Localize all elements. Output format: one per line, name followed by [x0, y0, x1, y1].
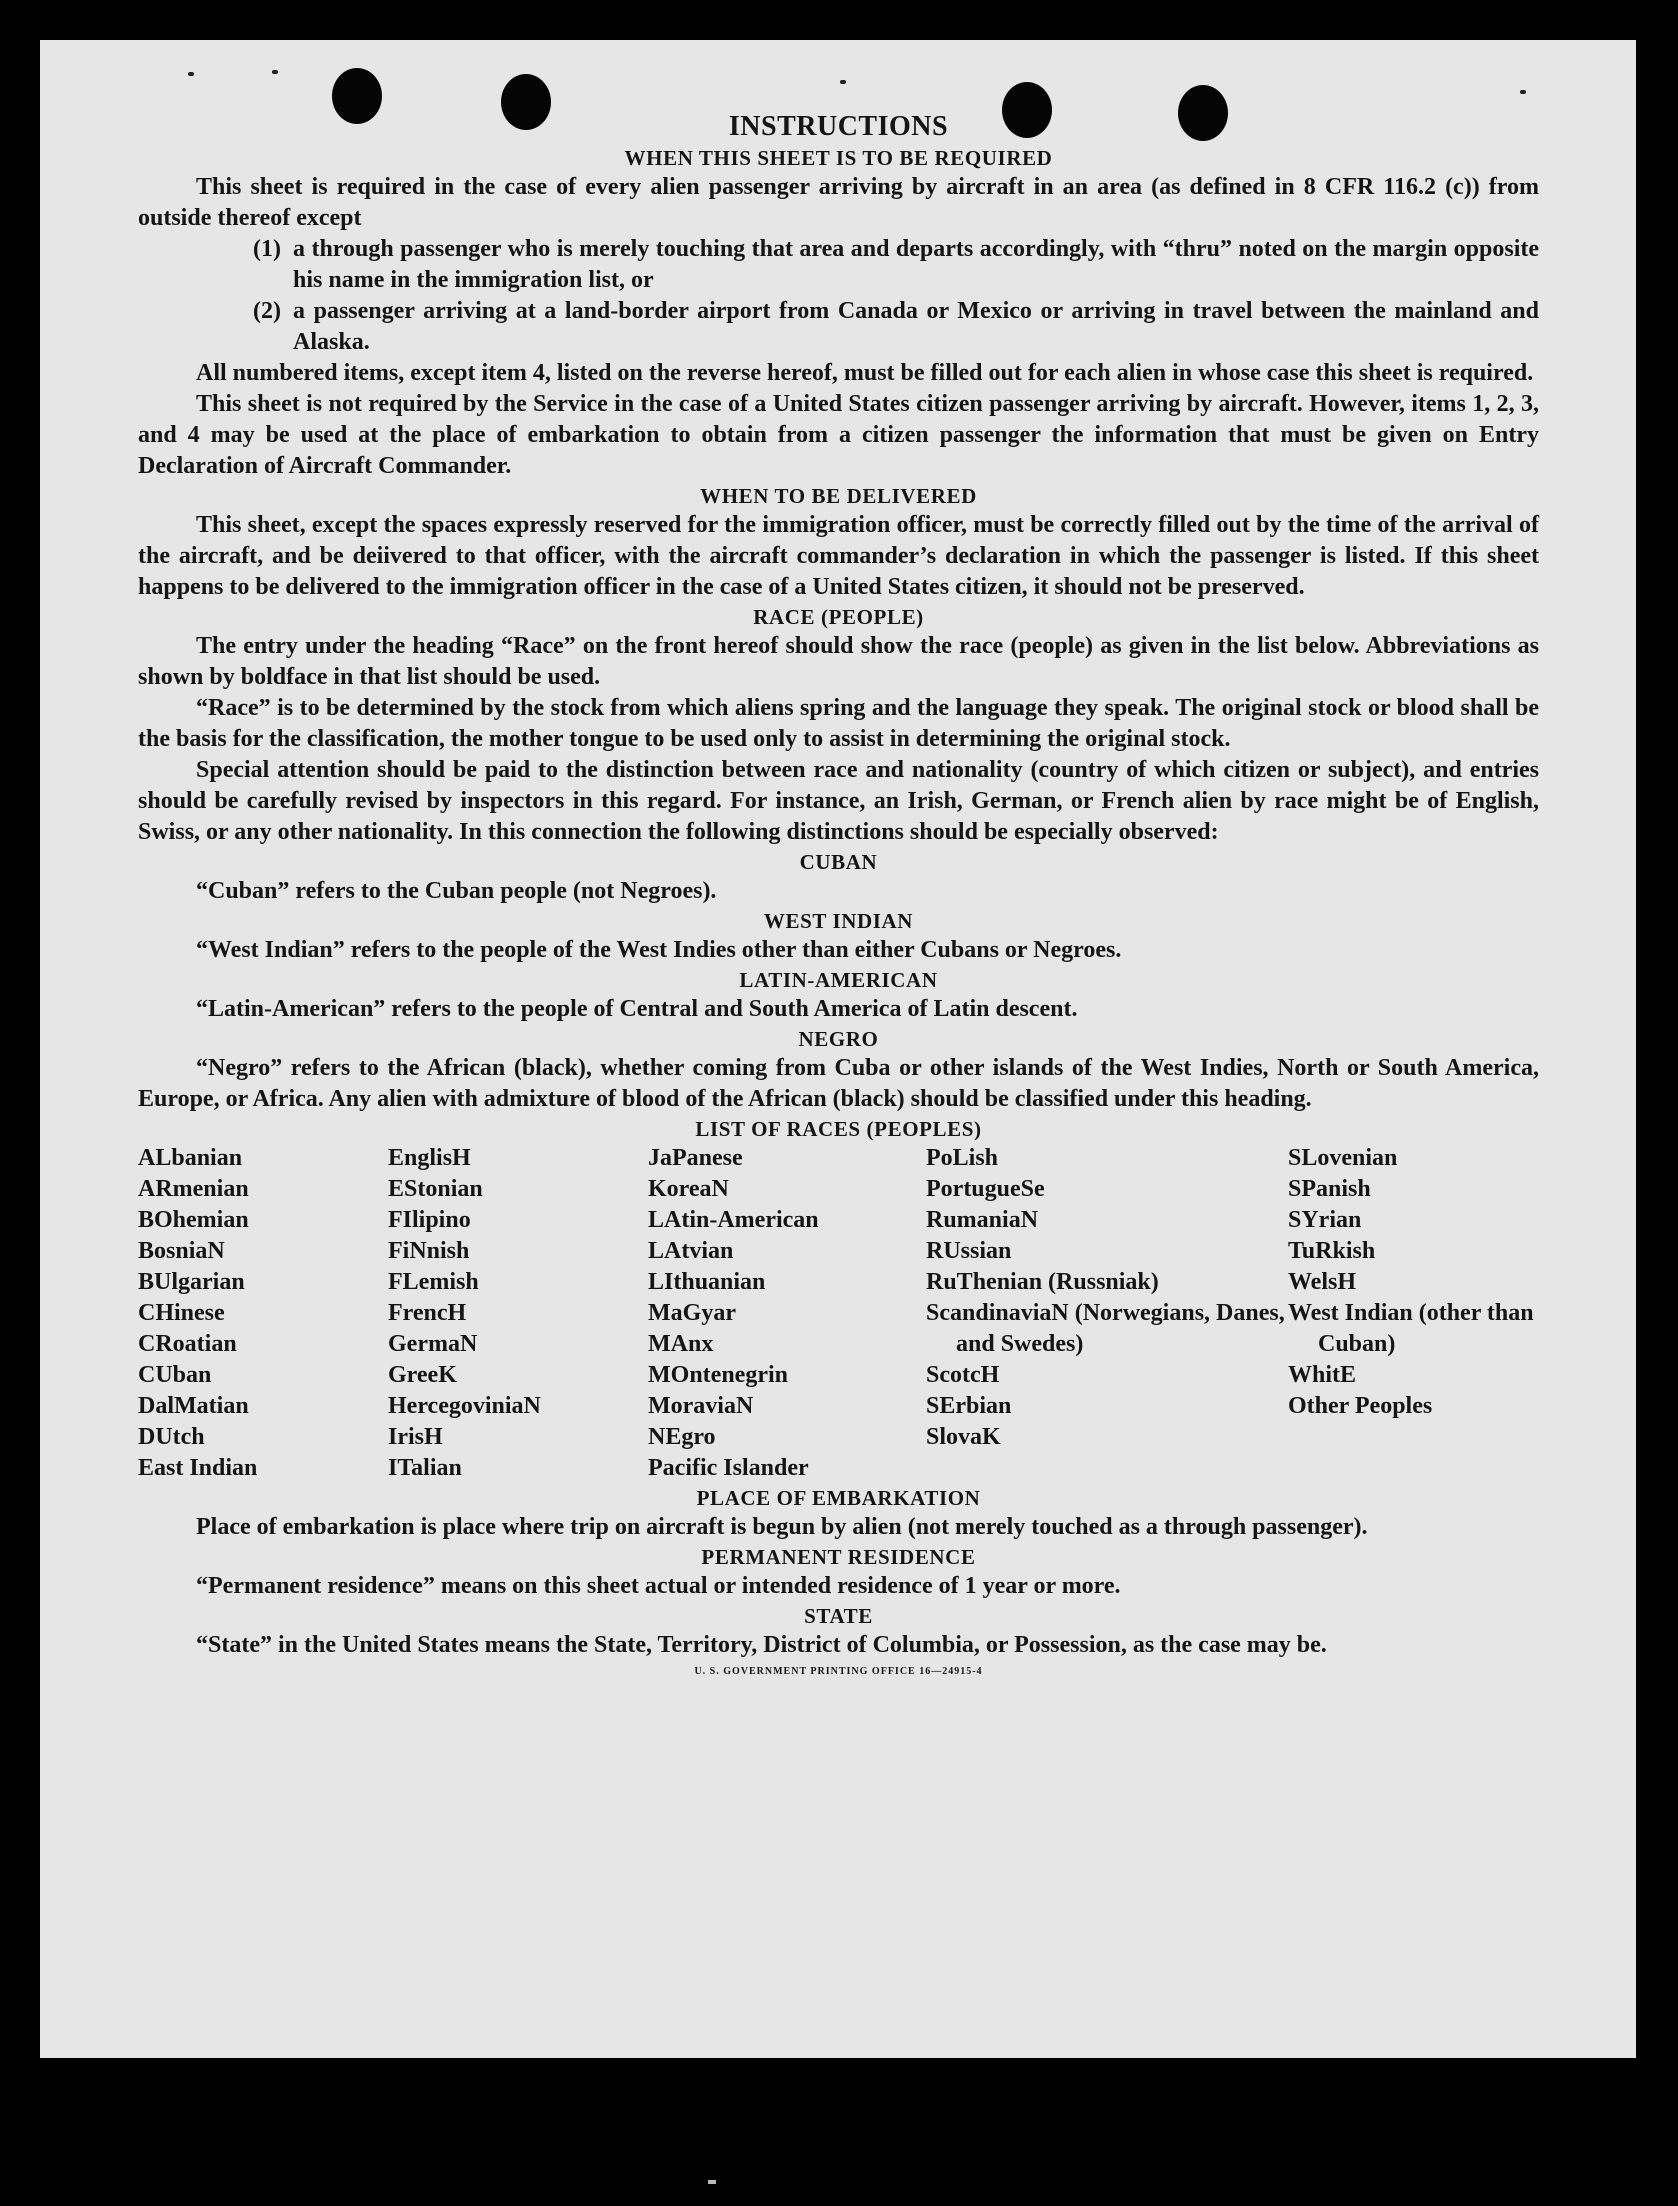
paragraph: “Race” is to be determined by the stock from which aliens spring and the language they speak. The original stock or blood shall be the basis for the classification, the mother tongue to be used only to assist in determining the original stock.	[138, 695, 1539, 752]
race-entry: CUban	[138, 1362, 212, 1388]
race-entry: SErbian	[926, 1393, 1012, 1419]
race-entry: ScandinaviaN (Norwegians, Danes, and Swedes)	[926, 1300, 1285, 1357]
speck	[1520, 90, 1526, 94]
paragraph: “State” in the United States means the State, Territory, District of Columbia, or Possession, as the case may be.	[196, 1632, 1327, 1658]
race-column	[1288, 1143, 1539, 1484]
page-title: INSTRUCTIONS	[728, 111, 949, 142]
race-entry: DalMatian	[138, 1393, 249, 1419]
race-column	[138, 1143, 388, 1484]
race-entry: JaPanese	[648, 1145, 743, 1171]
section-heading: NEGRO	[798, 1027, 879, 1051]
section-heading: RACE (PEOPLE)	[753, 605, 924, 629]
race-entry: FIlipino	[388, 1207, 471, 1233]
paragraph: This sheet is not required by the Service in the case of a United States citizen passenger arriving by aircraft. However, items 1, 2, 3, and 4 may be used at the place of embarkation to obtain from a citizen passenger the information that must be given on Entry Declaration of Aircraft Commander.	[138, 391, 1539, 479]
race-entry: BUlgarian	[138, 1269, 245, 1295]
race-entry: RuThenian (Russniak)	[926, 1269, 1159, 1295]
paragraph: All numbered items, except item 4, listed on the reverse hereof, must be filled out for each alien in whose case this sheet is required.	[196, 360, 1534, 386]
race-entry: East Indian	[138, 1455, 258, 1481]
paragraph: Place of embarkation is place where trip on aircraft is begun by alien (not merely touched as a through passenger).	[196, 1514, 1368, 1540]
race-column	[926, 1143, 1288, 1484]
race-entry: NEgro	[648, 1424, 716, 1450]
race-entry: WelsH	[1288, 1269, 1357, 1295]
race-entry: CRoatian	[138, 1331, 237, 1357]
list-item	[138, 234, 1539, 296]
speck	[840, 80, 846, 84]
race-entry: MAnx	[648, 1331, 714, 1357]
paragraph: Special attention should be paid to the distinction between race and nationality (country of which citizen or subject), and entries should be carefully revised by inspectors in this regard. For instance, an Irish, German, or French alien by race might be of English, Swiss, or any other nationality. In this connection the following distinctions should be especially observed:	[138, 757, 1539, 845]
paragraph: This sheet is required in the case of every alien passenger arriving by aircraft in an area (as defined in 8 CFR 116.2 (c)) from outside thereof except	[138, 174, 1539, 231]
race-entry: LAtvian	[648, 1238, 734, 1264]
section-heading: LATIN-AMERICAN	[739, 968, 938, 992]
race-entry: BOhemian	[138, 1207, 249, 1233]
item-text: a passenger arriving at a land-border airport from Canada or Mexico or arriving in travel between the mainland and Alaska.	[293, 298, 1539, 355]
race-entry: SlovaK	[926, 1424, 1001, 1450]
race-entry: PoLish	[926, 1145, 999, 1171]
race-list	[138, 1143, 1539, 1484]
paragraph: The entry under the heading “Race” on the front hereof should show the race (people) as given in the list below. Abbreviations as shown by boldface in that list should be used.	[138, 633, 1539, 690]
section-heading: WEST INDIAN	[763, 909, 914, 933]
race-column	[388, 1143, 648, 1484]
race-entry: HercegoviniaN	[388, 1393, 541, 1419]
section-heading: PLACE OF EMBARKATION	[696, 1486, 981, 1510]
instructions-content	[138, 110, 1539, 1679]
race-entry: RumaniaN	[926, 1207, 1039, 1233]
list-item	[138, 296, 1539, 358]
race-entry: FiNnish	[388, 1238, 470, 1264]
race-entry: West Indian (other than Cuban)	[1288, 1300, 1534, 1357]
race-entry: Pacific Islander	[648, 1455, 809, 1481]
paragraph: “West Indian” refers to the people of the West Indies other than either Cubans or Negroes.	[196, 937, 1122, 963]
race-entry: IrisH	[388, 1424, 443, 1450]
race-entry: ITalian	[388, 1455, 462, 1481]
race-entry: WhitE	[1288, 1362, 1357, 1388]
race-entry: ARmenian	[138, 1176, 249, 1202]
paragraph: “Negro” refers to the African (black), whether coming from Cuba or other islands of the West Indies, North or South America, Europe, or Africa. Any alien with admixture of blood of the African (black) should be classified under this heading.	[138, 1055, 1539, 1112]
race-entry: EnglisH	[388, 1145, 471, 1171]
section-heading: LIST OF RACES (PEOPLES)	[695, 1117, 982, 1141]
section-heading: PERMANENT RESIDENCE	[701, 1545, 976, 1569]
item-text: a through passenger who is merely touching that area and departs accordingly, with “thru” noted on the margin opposite his name in the immigration list, or	[293, 236, 1539, 293]
item-number: (1)	[253, 236, 281, 262]
race-entry: GermaN	[388, 1331, 478, 1357]
speck	[272, 70, 278, 74]
race-entry: MOntenegrin	[648, 1362, 788, 1388]
speck	[188, 72, 194, 76]
speck	[708, 2180, 716, 2184]
race-entry: FLemish	[388, 1269, 479, 1295]
race-entry: CHinese	[138, 1300, 225, 1326]
race-entry: Other Peoples	[1288, 1393, 1433, 1419]
race-entry: LAtin-American	[648, 1207, 819, 1233]
section-heading: WHEN THIS SHEET IS TO BE REQUIRED	[624, 146, 1053, 170]
paragraph: “Latin-American” refers to the people of Central and South America of Latin descent.	[196, 996, 1078, 1022]
race-entry: TuRkish	[1288, 1238, 1376, 1264]
race-entry: GreeK	[388, 1362, 457, 1388]
race-entry: MaGyar	[648, 1300, 736, 1326]
section-heading: WHEN TO BE DELIVERED	[700, 484, 977, 508]
race-entry: FrencH	[388, 1300, 467, 1326]
race-entry: DUtch	[138, 1424, 205, 1450]
section-heading: CUBAN	[799, 850, 878, 874]
race-column	[648, 1143, 926, 1484]
paragraph: “Cuban” refers to the Cuban people (not Negroes).	[196, 878, 717, 904]
race-entry: SYrian	[1288, 1207, 1362, 1233]
race-entry: SPanish	[1288, 1176, 1371, 1202]
race-entry: BosniaN	[138, 1238, 225, 1264]
race-entry: MoraviaN	[648, 1393, 754, 1419]
race-entry: RUssian	[926, 1238, 1012, 1264]
paragraph: “Permanent residence” means on this sheet actual or intended residence of 1 year or more.	[196, 1573, 1121, 1599]
race-entry: SLovenian	[1288, 1145, 1398, 1171]
race-entry: EStonian	[388, 1176, 483, 1202]
race-entry: PortugueSe	[926, 1176, 1045, 1202]
document-sheet	[40, 40, 1636, 2058]
section-heading: STATE	[804, 1604, 873, 1628]
printer-imprint: U. S. GOVERNMENT PRINTING OFFICE 16—24915-4	[694, 1666, 983, 1677]
item-number: (2)	[253, 298, 281, 324]
race-entry: LIthuanian	[648, 1269, 766, 1295]
race-entry: ScotcH	[926, 1362, 1000, 1388]
race-entry: ALbanian	[138, 1145, 243, 1171]
race-entry: KoreaN	[648, 1176, 729, 1202]
paragraph: This sheet, except the spaces expressly reserved for the immigration officer, must be correctly filled out by the time of the arrival of the aircraft, and be deiivered to that officer, with the aircraft commander’s declaration in which the passenger is listed. If this sheet happens to be delivered to the immigration officer in the case of a United States citizen, it should not be preserved.	[138, 512, 1539, 600]
